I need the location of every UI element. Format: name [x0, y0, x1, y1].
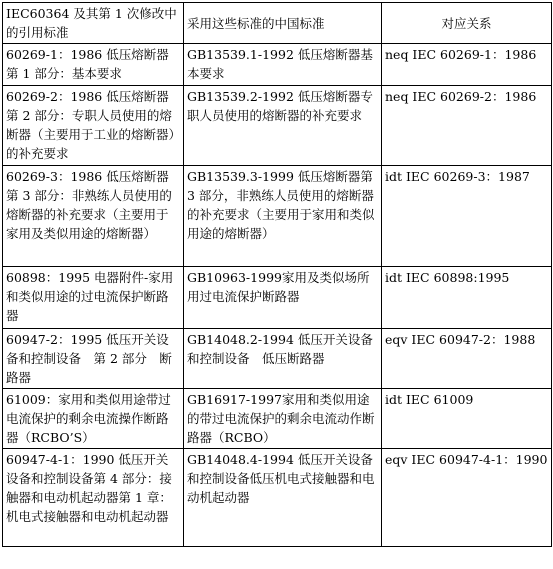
table-row	[3, 86, 552, 166]
gb-cell: GB16917-1997家用和类似用途的带过电流保护的剩余电流动作断路器（RCBO）	[184, 389, 382, 449]
gb-cell: GB13539.2-1992 低压熔断器专职人员使用的熔断器的补充要求	[184, 86, 382, 166]
relation-cell: idt IEC 60269-3：1987	[382, 166, 552, 267]
relation-cell: neq IEC 60269-1：1986	[382, 44, 552, 86]
table-row	[3, 166, 552, 267]
table-row	[3, 329, 552, 389]
iec-cell: 60269-1：1986 低压熔断器第 1 部分：基本要求	[3, 44, 184, 86]
relation-cell: eqv IEC 60947-2：1988	[382, 329, 552, 389]
table-row	[3, 449, 552, 547]
relation-cell: idt IEC 61009	[382, 389, 552, 449]
relation-cell: idt IEC 60898:1995	[382, 267, 552, 329]
iec-cell: 61009：家用和类似用途带过电流保护的剩余电流操作断路器（RCBO’S）	[3, 389, 184, 449]
iec-cell: 60898：1995 电器附件-家用和类似用途的过电流保护断路器	[3, 267, 184, 329]
table-row	[3, 389, 552, 449]
relation-cell: neq IEC 60269-2：1986	[382, 86, 552, 166]
standards-table	[2, 2, 552, 547]
gb-cell: GB13539.1-1992 低压熔断器基本要求	[184, 44, 382, 86]
gb-cell: GB10963-1999家用及类似场所用过电流保护断路器	[184, 267, 382, 329]
header-iec-reference: IEC60364 及其第 1 次修改中的引用标准	[3, 3, 184, 44]
gb-cell: GB14048.2-1994 低压开关设备和控制设备 低压断路器	[184, 329, 382, 389]
iec-cell: 60269-2：1986 低压熔断器第 2 部分：专职人员使用的熔断器（主要用于工业的熔断器）的补充要求	[3, 86, 184, 166]
relation-cell: eqv IEC 60947-4-1：1990	[382, 449, 552, 547]
gb-cell: GB14048.4-1994 低压开关设备和控制设备低压机电式接触器和电动机起动器	[184, 449, 382, 547]
iec-cell: 60947-4-1：1990 低压开关设备和控制设备第 4 部分：接触器和电动机起动器第 1 章：机电式接触器和电动机起动器	[3, 449, 184, 547]
iec-cell: 60947-2：1995 低压开关设备和控制设备 第 2 部分 断路器	[3, 329, 184, 389]
gb-cell: GB13539.3-1999 低压熔断器第 3 部分，非熟练人员使用的熔断器的补充要求（主要用于家用和类似用途的熔断器）	[184, 166, 382, 267]
header-relation: 对应关系	[382, 3, 552, 44]
header-row	[3, 3, 552, 44]
iec-cell: 60269-3：1986 低压熔断器第 3 部分：非熟练人员使用的熔断器的补充要求（主要用于家用及类似用途的熔断器）	[3, 166, 184, 267]
table-row	[3, 267, 552, 329]
header-chinese-standard: 采用这些标准的中国标准	[184, 3, 382, 44]
table-row	[3, 44, 552, 86]
